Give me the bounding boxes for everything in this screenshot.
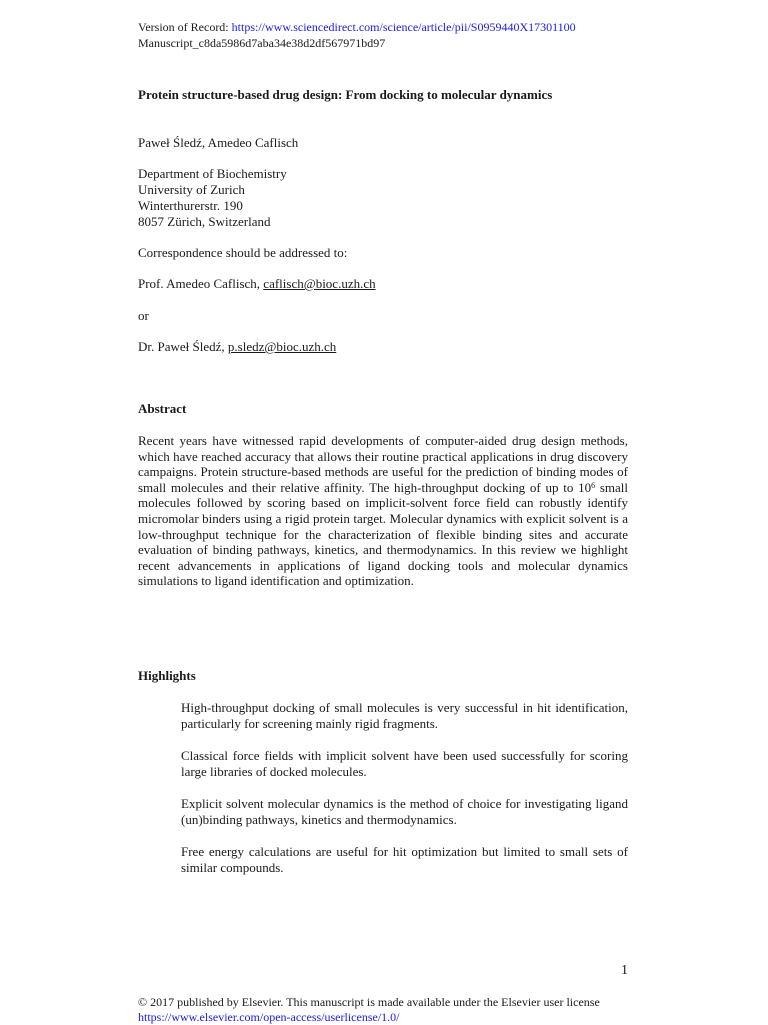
page-number: 1 [621, 963, 628, 978]
highlight-item-4: Free energy calculations are useful for hit optimization but limited to small sets of similar compounds. [181, 844, 628, 875]
contact-1-name: Prof. Amedeo Caflisch, [138, 276, 264, 291]
correspondence-intro: Correspondence should be addressed to: [138, 245, 348, 260]
highlights-heading: Highlights [138, 668, 196, 683]
abstract-text [138, 433, 628, 589]
manuscript-id: Manuscript_c8da5986d7aba34e38d2df567971bd97 [138, 36, 386, 50]
highlight-item-2: Classical force fields with implicit solvent have been used successfully for scoring large libraries of docked molecules. [181, 748, 628, 779]
affiliation-university: University of Zurich [138, 182, 245, 197]
license-text: © 2017 published by Elsevier. This manuscript is made available under the Elsevier user license [138, 995, 600, 1009]
highlight-item-1: High-throughput docking of small molecules is very successful in hit identification, particularly for screening mainly rigid fragments. [181, 700, 628, 731]
abstract-heading: Abstract [138, 401, 187, 416]
paper-title: Protein structure-based drug design: From docking to molecular dynamics [138, 87, 553, 102]
contact-2-name: Dr. Paweł Śledź, [138, 339, 228, 354]
abstract-superscript: 6 [591, 480, 596, 490]
version-of-record-line [138, 19, 576, 35]
contact-2-email-link[interactable]: p.sledz@bioc.uzh.ch [227, 339, 337, 354]
highlight-item-3: Explicit solvent molecular dynamics is the method of choice for investigating ligand (un)binding pathways, kinetics and thermodynamics. [181, 796, 628, 827]
affiliation-department: Department of Biochemistry [138, 166, 287, 181]
authors: Paweł Śledź, Amedeo Caflisch [138, 135, 299, 150]
affiliation-street: Winterthurerstr. 190 [138, 198, 243, 213]
license-line [138, 1009, 399, 1025]
correspondence-or: or [138, 308, 149, 323]
version-of-record-link[interactable]: https://www.sciencedirect.com/science/article/pii/S0959440X17301100 [231, 20, 576, 34]
affiliation-city: 8057 Zürich, Switzerland [138, 214, 271, 229]
abstract-text-part-2: small molecules followed by scoring based on implicit-solvent force field can robustly identify micromolar binders using a rigid protein target. Molecular dynamics with explicit solvent is a low-throughput technique for the characterization of flexible binding sites and accurate evaluation of binding pathways, kinetics, and thermodynamics. In this review we highlight recent advancements in applications of ligand docking tools and molecular dynamics simulations to ligand identification and optimization. [138, 479, 628, 589]
license-link[interactable]: https://www.elsevier.com/open-access/userlicense/1.0/ [138, 1010, 400, 1024]
abstract-text-part-1: Recent years have witnessed rapid developments of computer-aided drug design methods, which have reached accuracy that allows their routine practical applications in drug discovery campaigns. Protein structure-based methods are useful for the prediction of binding modes of small molecules and their relative affinity. The high-throughput docking of up to 10 [138, 433, 628, 495]
correspondence-contact-1 [138, 276, 376, 292]
correspondence-contact-2 [138, 339, 336, 355]
contact-1-email-link[interactable]: caflisch@bioc.uzh.ch [263, 276, 376, 291]
version-of-record-label: Version of Record: [138, 20, 232, 34]
